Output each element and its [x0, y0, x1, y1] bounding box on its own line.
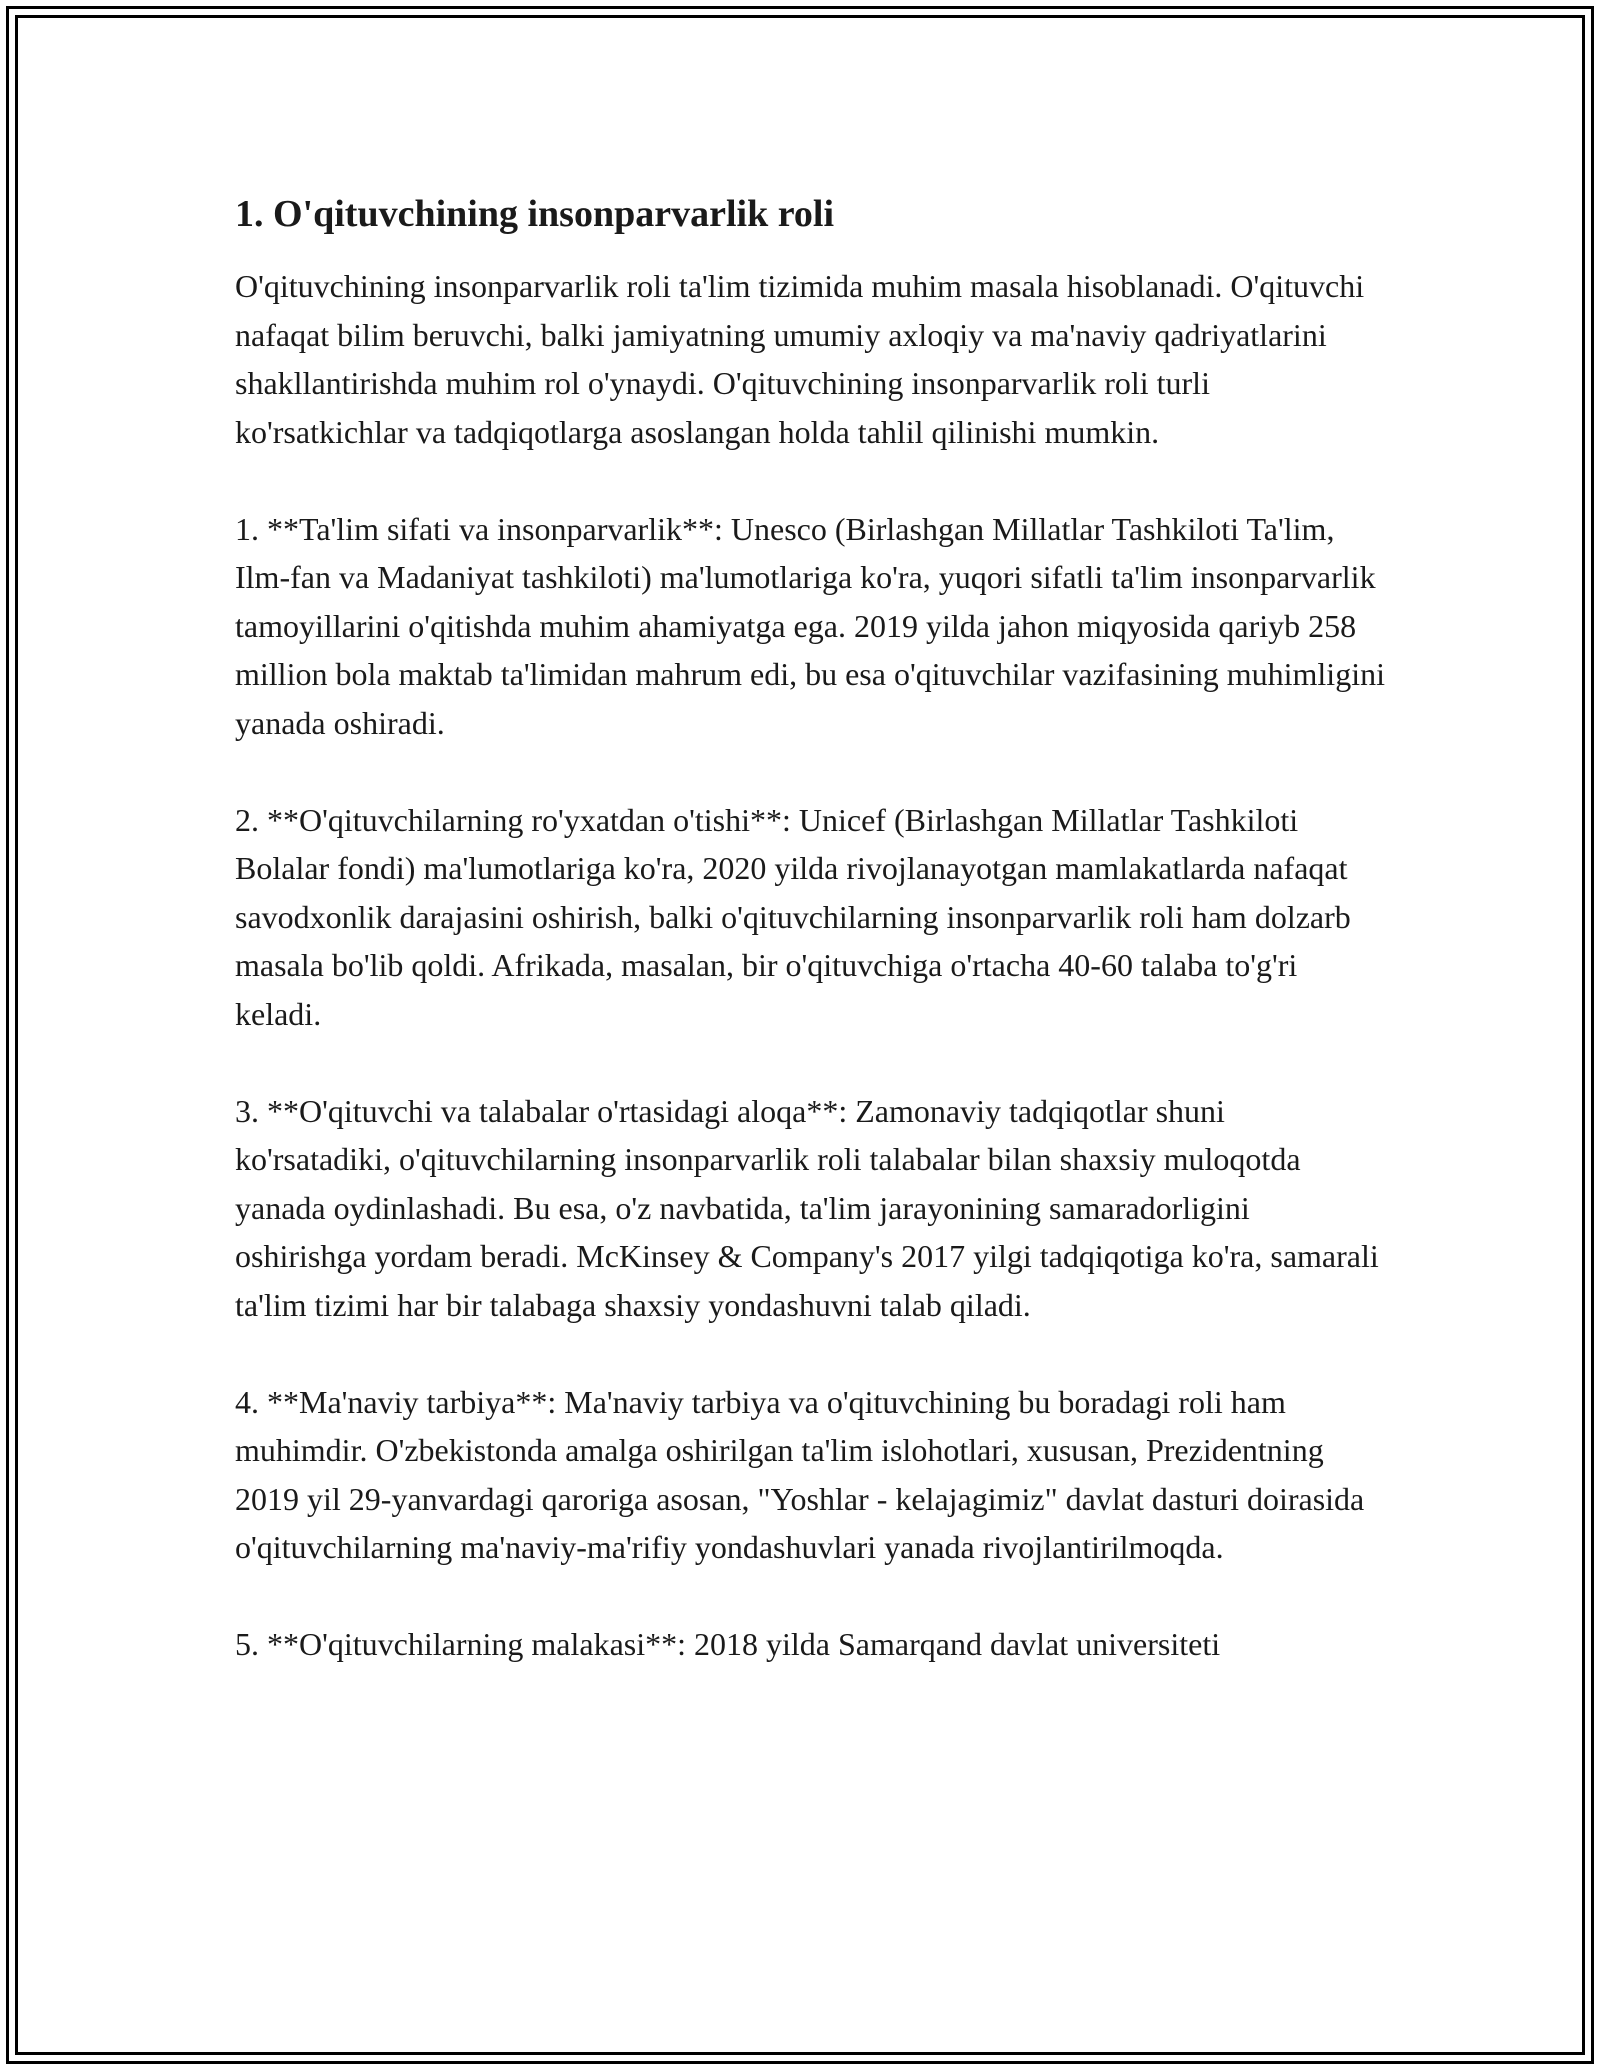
list-item-5: 5. **O'qituvchilarning malakasi**: 2018 yilda Samarqand davlat universiteti — [235, 1626, 1221, 1662]
section-title: 1. O'qituvchining insonparvarlik roli — [235, 193, 835, 235]
list-item-1: 1. **Ta'lim sifati va insonparvarlik**: Unesco (Birlashgan Millatlar Tashkiloti Ta'lim, Ilm-fan va Madaniyat tashkiloti) ma'lumotlariga ko'ra, yuqori sifatli ta'lim insonparvarlik tamoyillarini o'qitishda muhim ahamiyatga ega. 2019 yilda jahon miqyosida qariyb 258 million bola maktab ta'limidan mahrum edi, bu esa o'qituvchilar vazifasining muhimligini yanada oshiradi. — [235, 510, 1385, 741]
list-item-3: 3. **O'qituvchi va talabalar o'rtasidagi aloqa**: Zamonaviy tadqiqotlar shuni ko'rsatadiki, o'qituvchilarning insonparvarlik roli talabalar bilan shaxsiy muloqotda yanada oydinlashadi. Bu esa, o'z navbatida, ta'lim jarayonining samaradorligini oshirishga yordam beradi. McKinsey & Company's 2017 yilgi tadqiqotiga ko'ra, samarali ta'lim tizimi har bir talabaga shaxsiy yondashuvni talab qiladi. — [235, 1092, 1379, 1323]
document-body — [235, 188, 1385, 1717]
list-item-4: 4. **Ma'naviy tarbiya**: Ma'naviy tarbiya va o'qituvchining bu boradagi roli ham muhimdir. O'zbekistonda amalga oshirilgan ta'lim islohotlari, xususan, Prezidentning 2019 yil 29-yanvardagi qaroriga asosan, "Yoshlar - kelajagimiz" davlat dasturi doirasida o'qituvchilarning ma'naviy-ma'rifiy yondashuvlari yanada rivojlantirilmoqda. — [235, 1383, 1365, 1565]
list-item-2: 2. **O'qituvchilarning ro'yxatdan o'tishi**: Unicef (Birlashgan Millatlar Tashkiloti Bolalar fondi) ma'lumotlariga ko'ra, 2020 yilda rivojlanayotgan mamlakatlarda nafaqat savodxonlik darajasini oshirish, balki o'qituvchilarning insonparvarlik roli ham dolzarb masala bo'lib qoldi. Afrikada, masalan, bir o'qituvchiga o'rtacha 40-60 talaba to'g'ri keladi. — [235, 801, 1351, 1032]
intro-paragraph: O'qituvchining insonparvarlik roli ta'lim tizimida muhim masala hisoblanadi. O'qituvchi nafaqat bilim beruvchi, balki jamiyatning umumiy axloqiy va ma'naviy qadriyatlarini shakllantirishda muhim rol o'ynaydi. O'qituvchining insonparvarlik roli turli ko'rsatkichlar va tadqiqotlarga asoslangan holda tahlil qilinishi mumkin. — [235, 268, 1365, 450]
